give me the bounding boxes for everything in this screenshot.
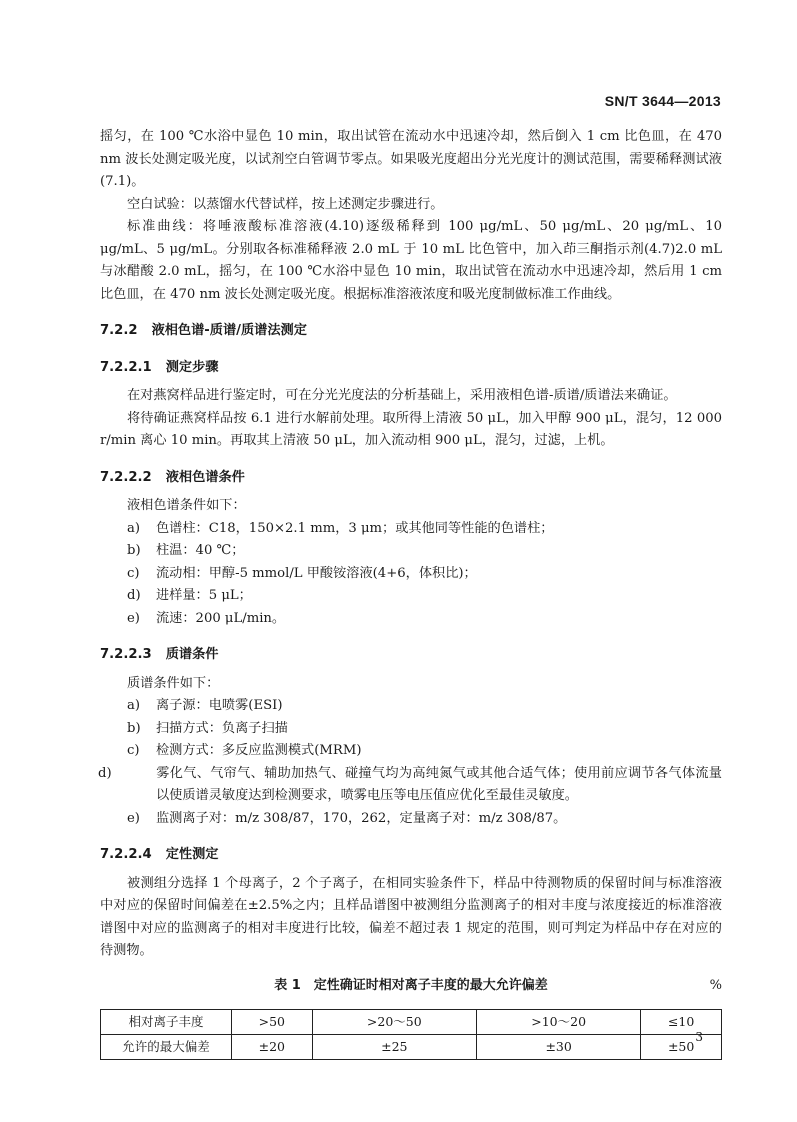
- paragraph-blank-test: 空白试验：以蒸馏水代替试样，按上述测定步骤进行。: [127, 196, 444, 212]
- section-number: 7.2.2.2: [100, 469, 152, 485]
- section-title: 液相色谱条件: [165, 469, 245, 485]
- paragraph-standard-curve: 标准曲线：将唾液酸标准溶液(4.10)逐级稀释到 100 μg/mL、50 μg/mL、20 μg/mL、10 μg/mL、5 μg/mL。分别取各标准稀释液 2.0 mL 于 10 mL 比色管中，加入茚三酮指示剂(4.7)2.0 mL 与冰醋酸 2.0 mL，摇匀，在 100 ℃水浴中显色 10 min，取出试管在流动水中迅速冷却，然后用 1 cm 比色皿，在 470 nm 波长处测定吸光度。根据标准溶液浓度和吸光度制做标准工作曲线。: [100, 219, 722, 302]
- table-unit: %: [709, 977, 722, 993]
- section-number: 7.2.2.3: [100, 647, 152, 662]
- table-cell: ±30: [476, 1035, 640, 1060]
- list-text: 雾化气、气帘气、辅助加热气、碰撞气均为高纯氮气或其他合适气体；使用前应调节各气体流量以使质谱灵敏度达到检测要求，喷雾电压等电压值应优化至最佳灵敏度。: [156, 765, 722, 803]
- table-cell: ±20: [232, 1035, 313, 1060]
- list-label: a): [127, 520, 141, 536]
- list-label: c): [127, 743, 140, 758]
- section-number: 7.2.2: [100, 323, 138, 338]
- table-caption: [100, 975, 722, 998]
- row-header: 允许的最大偏差: [101, 1035, 232, 1060]
- section-title: 测定步骤: [165, 359, 219, 375]
- list-item: [127, 563, 722, 586]
- list-label: b): [127, 720, 141, 736]
- section-number: 7.2.2.1: [100, 359, 152, 375]
- list-text: 流动相：甲醇-5 mmol/L 甲酸铵溶液(4+6，体积比)；: [156, 565, 477, 581]
- section-7-2-2-4-heading: [100, 844, 722, 867]
- table-cell: ±50: [641, 1035, 722, 1060]
- list-item: [127, 808, 722, 831]
- list-text: 柱温：40 ℃；: [156, 543, 245, 558]
- page-number: 3: [695, 1030, 703, 1044]
- list-item: [127, 608, 722, 631]
- section-title: 液相色谱-质谱/质谱法测定: [151, 323, 307, 338]
- list-item: [127, 518, 722, 541]
- table-row: [101, 1010, 722, 1035]
- list-text: 扫描方式：负离子扫描: [156, 720, 288, 736]
- list-text: 监测离子对：m/z 308/87，170，262，定量离子对：m/z 308/87。: [156, 810, 567, 826]
- list-label: d): [98, 765, 112, 781]
- list-label: b): [127, 543, 141, 558]
- list-label: a): [127, 698, 141, 713]
- list-item: [98, 763, 722, 808]
- section-7-2-2-3-heading: [100, 644, 722, 667]
- table-row: [101, 1035, 722, 1060]
- list-item: [127, 540, 722, 563]
- list-item: [127, 585, 722, 608]
- list-item: [127, 740, 722, 763]
- list-text: 检测方式：多反应监测模式(MRM): [156, 743, 362, 758]
- list-text: 离子源：电喷雾(ESI): [156, 698, 283, 713]
- list-intro: 质谱条件如下：: [127, 675, 220, 691]
- section-number: 7.2.2.4: [100, 847, 152, 862]
- section-title: 定性测定: [165, 847, 219, 862]
- row-header: 相对离子丰度: [101, 1010, 232, 1035]
- section-7-2-2-2-heading: [100, 467, 722, 490]
- paragraph: 将待确证燕窝样品按 6.1 进行水解前处理。取所得上清液 50 μL，加入甲醇 900 μL，混匀，12 000 r/min 离心 10 min。再取其上清液 50 μL，加入流动相 900 μL，混匀，过滤，上机。: [100, 410, 722, 448]
- list-text: 进样量：5 μL；: [156, 588, 252, 603]
- list-text: 色谱柱：C18，150×2.1 mm，3 μm；或其他同等性能的色谱柱；: [156, 520, 554, 536]
- table-caption-text: 表 1 定性确证时相对离子丰度的最大允许偏差: [274, 977, 548, 993]
- table-cell: >20～50: [312, 1010, 476, 1035]
- list-label: e): [127, 610, 140, 626]
- table-cell: ±25: [312, 1035, 476, 1060]
- list-text: 流速：200 μL/min。: [156, 610, 286, 626]
- table-cell: >50: [232, 1010, 313, 1035]
- paragraph: 被测组分选择 1 个母离子，2 个子离子，在相同实验条件下，样品中待测物质的保留时间与标准溶液中对应的保留时间偏差在±2.5%之内；且样品谱图中被测组分监测离子的相对丰度与浓度接近的标准溶液谱图中对应的监测离子的相对丰度进行比较，偏差不超过表 1 规定的范围，则可判定为样品中存在对应的待测物。: [100, 875, 722, 958]
- list-intro: 液相色谱条件如下：: [127, 498, 246, 513]
- paragraph-continued: 摇匀，在 100 ℃水浴中显色 10 min，取出试管在流动水中迅速冷却，然后倒入 1 cm 比色皿，在 470 nm 波长处测定吸光度，以试剂空白管调节零点。如果吸光度超出分光光度计的测试范围，需要稀释测试液(7.1)。: [100, 129, 722, 189]
- list-label: d): [127, 588, 141, 603]
- list-label: c): [127, 565, 140, 581]
- standard-code: SN/T 3644—2013: [604, 93, 721, 109]
- tolerance-table: [100, 1009, 722, 1060]
- list-item: [127, 718, 722, 741]
- section-7-2-2-heading: [100, 320, 722, 343]
- section-7-2-2-1-heading: [100, 357, 722, 380]
- section-title: 质谱条件: [165, 647, 219, 662]
- table-cell: >10～20: [476, 1010, 640, 1035]
- list-label: e): [127, 810, 140, 826]
- paragraph: 在对燕窝样品进行鉴定时，可在分光光度法的分析基础上，采用液相色谱-质谱/质谱法来确证。: [127, 388, 677, 403]
- page-body: [100, 126, 722, 1060]
- list-item: [127, 695, 722, 718]
- table-cell: ≤10: [641, 1010, 722, 1035]
